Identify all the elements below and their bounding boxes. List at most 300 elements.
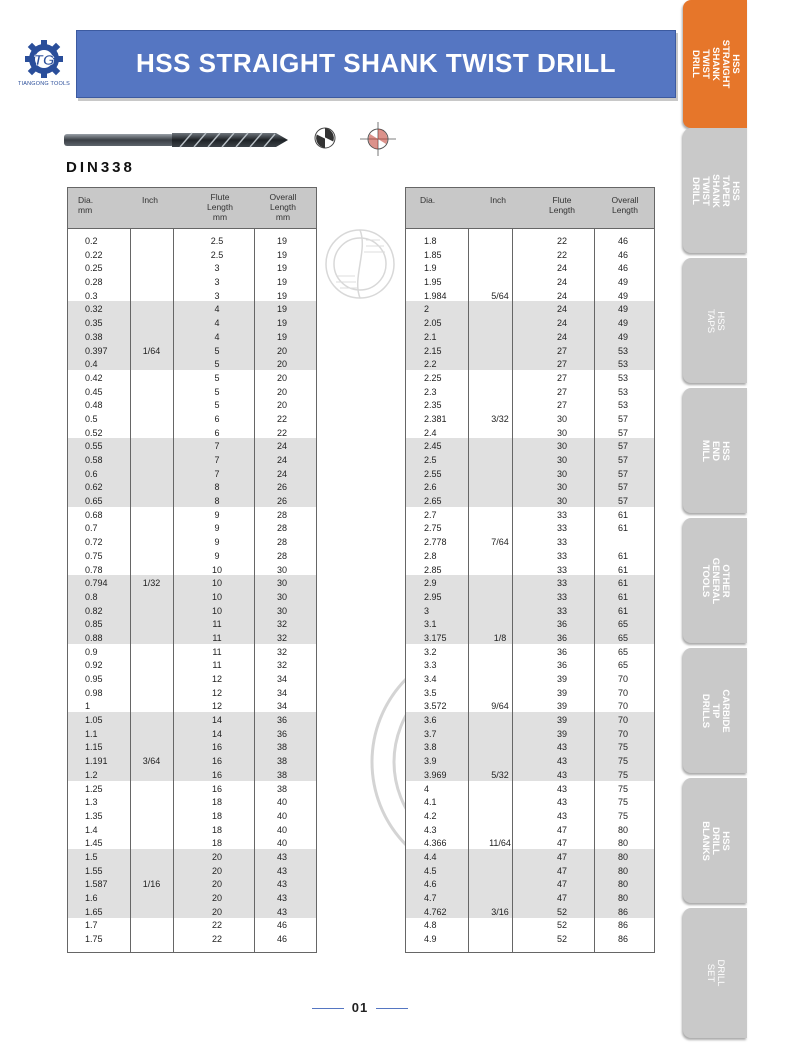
table-cell: 33 bbox=[556, 537, 567, 548]
table-cell: 70 bbox=[617, 701, 628, 712]
table-cell: 61 bbox=[617, 591, 628, 602]
table-cell bbox=[476, 865, 524, 879]
table-cell bbox=[130, 865, 173, 879]
table-cell: 36 bbox=[556, 619, 567, 630]
table-cell: 14 bbox=[211, 728, 222, 739]
table-cell: 1.35 bbox=[85, 810, 103, 821]
header-flute-length: Flute Length bbox=[549, 195, 575, 215]
table-cell: 0.8 bbox=[85, 591, 98, 602]
table-cell: 8 bbox=[214, 496, 220, 507]
table-cell bbox=[476, 728, 524, 742]
table-cell: 0.794 bbox=[85, 578, 108, 589]
table-cell: 57 bbox=[617, 496, 628, 507]
header-inch: Inch bbox=[489, 195, 507, 205]
table-cell: 0.4 bbox=[85, 359, 98, 370]
table-cell bbox=[476, 714, 524, 728]
tab-label: HSS TAPS bbox=[705, 308, 726, 333]
table-cell: 2.15 bbox=[424, 345, 442, 356]
tab-hss-drill-blanks[interactable] bbox=[683, 778, 747, 903]
tab-carbide-tip-drills[interactable] bbox=[683, 648, 747, 773]
table-cell: 33 bbox=[556, 578, 567, 589]
tab-label: OTHER GENERAL TOOLS bbox=[700, 557, 731, 604]
table-cell: 4.8 bbox=[424, 920, 437, 931]
table-cell: 11 bbox=[212, 646, 222, 657]
table-cell: 0.65 bbox=[85, 496, 103, 507]
table-cell: 53 bbox=[617, 386, 628, 397]
table-cell bbox=[130, 509, 173, 523]
table-cell: 0.5 bbox=[85, 413, 98, 424]
table-cell: 49 bbox=[617, 331, 628, 342]
table-cell: 43 bbox=[276, 906, 287, 917]
table-cell: 20 bbox=[211, 906, 222, 917]
table-cell: 75 bbox=[617, 783, 628, 794]
table-cell: 10 bbox=[211, 591, 222, 602]
table-cell: 4.1 bbox=[424, 797, 437, 808]
tab-hss-taps[interactable] bbox=[683, 258, 747, 383]
tab-hss-end-mill[interactable] bbox=[683, 388, 747, 513]
table-cell: 30 bbox=[276, 578, 287, 589]
tab-label: HSS TAPER SHANK TWIST DRILL bbox=[690, 173, 741, 208]
table-cell: 12 bbox=[211, 674, 222, 684]
table-cell bbox=[130, 495, 173, 509]
table-cell: 27 bbox=[556, 359, 567, 370]
table-cell: 39 bbox=[556, 715, 567, 726]
table-cell bbox=[130, 605, 173, 619]
table-cell: 16 bbox=[211, 756, 222, 767]
table-cell: 24 bbox=[556, 304, 567, 315]
table-cell bbox=[130, 837, 173, 851]
table-cell: 28 bbox=[276, 537, 287, 548]
table-cell: 32 bbox=[276, 660, 287, 671]
table-cell: 47 bbox=[556, 838, 567, 849]
table-cell: 43 bbox=[556, 797, 567, 808]
table-cell bbox=[476, 741, 524, 755]
table-cell: 43 bbox=[276, 879, 287, 890]
table-cell: 9/64 bbox=[491, 701, 509, 712]
table-cell bbox=[130, 536, 173, 550]
table-cell: 4.9 bbox=[424, 934, 437, 945]
overall-length-column bbox=[262, 235, 302, 947]
table-cell: 6 bbox=[214, 427, 220, 438]
tab-hss-taper-shank-twist-drill[interactable] bbox=[683, 128, 747, 253]
table-cell: 4 bbox=[214, 304, 220, 315]
table-cell: 38 bbox=[276, 742, 287, 753]
table-cell: 39 bbox=[556, 674, 567, 684]
table-cell: 40 bbox=[276, 824, 287, 835]
table-cell: 0.78 bbox=[85, 564, 103, 575]
table-cell: 33 bbox=[556, 605, 567, 616]
drill-point-icon bbox=[313, 126, 337, 150]
table-cell: 49 bbox=[617, 318, 628, 329]
table-cell: 28 bbox=[276, 550, 287, 561]
table-cell bbox=[130, 303, 173, 317]
table-cell bbox=[130, 618, 173, 632]
table-cell bbox=[130, 550, 173, 564]
table-cell bbox=[476, 919, 524, 933]
table-cell bbox=[130, 687, 173, 701]
table-cell: 2.2 bbox=[424, 359, 437, 370]
table-cell: 4 bbox=[424, 783, 430, 794]
table-cell: 27 bbox=[556, 345, 567, 356]
table-cell: 18 bbox=[211, 797, 222, 808]
table-cell: 0.85 bbox=[85, 619, 103, 630]
table-cell: 27 bbox=[556, 400, 567, 411]
table-cell: 1.4 bbox=[85, 824, 98, 835]
table-cell: 16 bbox=[211, 769, 222, 780]
table-cell bbox=[130, 810, 173, 824]
table-cell: 52 bbox=[556, 934, 567, 945]
table-cell: 3.7 bbox=[424, 728, 437, 739]
table-cell: 1.7 bbox=[85, 920, 98, 931]
table-cell: 3.9 bbox=[424, 756, 437, 767]
table-cell: 33 bbox=[556, 591, 567, 602]
table-cell: 4 bbox=[214, 318, 220, 329]
table-cell bbox=[130, 892, 173, 906]
table-header bbox=[68, 188, 316, 229]
table-cell: 4.762 bbox=[424, 906, 447, 917]
table-cell: 1/32 bbox=[142, 578, 161, 589]
table-cell: 52 bbox=[556, 920, 567, 931]
table-cell: 2.85 bbox=[424, 564, 442, 575]
table-cell bbox=[476, 618, 524, 632]
table-cell: 1.587 bbox=[85, 879, 108, 890]
table-cell: 10 bbox=[211, 578, 222, 589]
table-cell: 0.28 bbox=[85, 277, 103, 288]
table-cell: 36 bbox=[556, 660, 567, 671]
table-cell bbox=[130, 851, 173, 865]
table-cell: 2.1 bbox=[424, 331, 437, 342]
table-cell: 27 bbox=[556, 372, 567, 383]
table-cell bbox=[130, 522, 173, 536]
table-cell bbox=[476, 235, 524, 249]
table-cell: 52 bbox=[556, 906, 567, 917]
table-cell: 5/32 bbox=[491, 769, 509, 780]
table-cell bbox=[130, 673, 173, 687]
table-cell: 30 bbox=[556, 441, 567, 452]
table-cell: 34 bbox=[276, 674, 287, 684]
table-cell: 24 bbox=[276, 455, 287, 465]
table-cell: 47 bbox=[556, 893, 567, 903]
table-cell: 4 bbox=[214, 331, 220, 342]
table-cell bbox=[130, 249, 173, 263]
table-cell bbox=[130, 399, 173, 413]
table-cell: 47 bbox=[556, 879, 567, 890]
table-cell: 61 bbox=[617, 605, 628, 616]
table-cell bbox=[476, 495, 524, 509]
table-cell: 53 bbox=[617, 400, 628, 411]
table-cell: 43 bbox=[556, 769, 567, 780]
table-cell bbox=[130, 933, 173, 947]
tab-label: HSS STRAIGHT SHANK TWIST DRILL bbox=[690, 39, 741, 89]
table-cell: 1.3 bbox=[85, 797, 98, 808]
table-cell: 40 bbox=[276, 797, 287, 808]
table-cell: 0.397 bbox=[85, 345, 108, 356]
table-cell: 11 bbox=[212, 619, 222, 630]
header-overall-length: Overall Length bbox=[611, 195, 639, 215]
table-cell: 24 bbox=[556, 290, 567, 301]
dia-column bbox=[424, 235, 447, 947]
table-cell: 4.3 bbox=[424, 824, 437, 835]
table-cell: 5 bbox=[214, 345, 220, 356]
table-cell: 2.6 bbox=[424, 482, 437, 493]
table-cell: 19 bbox=[276, 263, 287, 274]
column-divider bbox=[173, 228, 174, 952]
table-cell: 0.48 bbox=[85, 400, 103, 411]
company-logo bbox=[14, 38, 74, 92]
column-divider bbox=[254, 228, 255, 952]
table-cell: 9 bbox=[214, 537, 220, 548]
table-cell: 22 bbox=[276, 427, 287, 438]
table-cell: 2.05 bbox=[424, 318, 442, 329]
table-cell: 26 bbox=[276, 482, 287, 493]
table-cell bbox=[130, 591, 173, 605]
table-cell: 53 bbox=[617, 372, 628, 383]
table-cell bbox=[476, 331, 524, 345]
table-cell bbox=[130, 769, 173, 783]
table-cell: 2.9 bbox=[424, 578, 437, 589]
table-cell bbox=[130, 413, 173, 427]
table-cell bbox=[476, 824, 524, 838]
table-cell: 19 bbox=[276, 277, 287, 288]
table-cell bbox=[476, 892, 524, 906]
table-cell: 20 bbox=[276, 345, 287, 356]
table-cell bbox=[130, 919, 173, 933]
table-cell: 2.25 bbox=[424, 372, 442, 383]
tab-label: HSS DRILL BLANKS bbox=[700, 820, 731, 861]
table-cell bbox=[130, 386, 173, 400]
table-cell bbox=[130, 454, 173, 468]
table-cell: 75 bbox=[617, 769, 628, 780]
table-cell: 22 bbox=[211, 920, 222, 931]
table-cell: 33 bbox=[556, 550, 567, 561]
table-cell bbox=[130, 468, 173, 482]
tab-hss-straight-shank-twist-drill[interactable] bbox=[683, 0, 747, 128]
table-cell: 46 bbox=[617, 263, 628, 274]
table-cell: 2.778 bbox=[424, 537, 447, 548]
inch-column bbox=[476, 235, 524, 947]
table-cell: 40 bbox=[276, 810, 287, 821]
table-cell: 1.2 bbox=[85, 769, 98, 780]
table-cell: 9 bbox=[214, 523, 220, 534]
table-cell: 70 bbox=[617, 715, 628, 726]
table-cell bbox=[130, 262, 173, 276]
table-cell: 1/16 bbox=[142, 879, 161, 890]
table-cell: 80 bbox=[617, 824, 628, 835]
table-cell: 20 bbox=[211, 851, 222, 862]
table-cell: 2.3 bbox=[424, 386, 437, 397]
table-cell: 65 bbox=[617, 646, 628, 657]
svg-text:TG: TG bbox=[33, 52, 55, 69]
table-cell: 0.82 bbox=[85, 605, 103, 616]
table-cell: 0.95 bbox=[85, 674, 103, 684]
table-cell bbox=[476, 372, 524, 386]
table-cell: 8 bbox=[214, 482, 220, 493]
table-cell: 1.75 bbox=[85, 934, 103, 945]
table-cell bbox=[476, 687, 524, 701]
table-cell: 2.95 bbox=[424, 591, 442, 602]
table-cell: 46 bbox=[276, 920, 287, 931]
table-cell: 30 bbox=[556, 496, 567, 507]
table-cell: 0.22 bbox=[85, 249, 103, 260]
table-cell: 2.65 bbox=[424, 496, 442, 507]
table-cell: 43 bbox=[276, 851, 287, 862]
table-cell bbox=[130, 290, 173, 304]
table-cell bbox=[476, 358, 524, 372]
tab-label: CARBIDE TIP DRILLS bbox=[700, 688, 731, 733]
table-cell: 1.85 bbox=[424, 249, 442, 260]
table-cell bbox=[476, 933, 524, 947]
table-cell bbox=[476, 550, 524, 564]
table-cell: 28 bbox=[276, 509, 287, 520]
table-cell bbox=[476, 605, 524, 619]
table-cell: 19 bbox=[276, 236, 287, 246]
tab-drill-set[interactable] bbox=[683, 908, 747, 1038]
table-cell: 3.969 bbox=[424, 769, 447, 780]
table-cell bbox=[476, 673, 524, 687]
table-cell bbox=[130, 646, 173, 660]
table-cell bbox=[476, 454, 524, 468]
table-cell: 18 bbox=[211, 824, 222, 835]
table-cell: 20 bbox=[211, 865, 222, 876]
table-cell: 2.55 bbox=[424, 468, 442, 479]
gear-logo-icon bbox=[20, 38, 68, 80]
header-dia: Dia. bbox=[420, 195, 436, 205]
table-cell: 36 bbox=[556, 632, 567, 643]
table-cell: 43 bbox=[276, 865, 287, 876]
table-cell: 1.9 bbox=[424, 263, 437, 274]
standard-label: DIN338 bbox=[66, 159, 135, 176]
table-cell bbox=[476, 440, 524, 454]
table-cell: 19 bbox=[276, 290, 287, 301]
table-cell: 47 bbox=[556, 851, 567, 862]
table-cell bbox=[476, 810, 524, 824]
table-cell: 2.381 bbox=[424, 413, 447, 424]
table-cell: 0.98 bbox=[85, 687, 103, 698]
table-cell bbox=[476, 755, 524, 769]
page-title: HSS STRAIGHT SHANK TWIST DRILL bbox=[135, 48, 617, 78]
table-cell: 0.32 bbox=[85, 304, 103, 315]
drill-cross-section-icon bbox=[360, 122, 396, 156]
table-cell: 0.52 bbox=[85, 427, 103, 438]
table-cell bbox=[130, 632, 173, 646]
table-cell bbox=[476, 851, 524, 865]
table-cell: 12 bbox=[211, 701, 222, 712]
table-cell: 1.15 bbox=[85, 742, 103, 753]
table-cell: 70 bbox=[617, 687, 628, 698]
table-cell: 57 bbox=[617, 455, 628, 465]
table-cell bbox=[130, 564, 173, 578]
table-cell: 4.366 bbox=[424, 838, 447, 849]
table-cell: 5/64 bbox=[491, 290, 509, 301]
table-cell: 65 bbox=[617, 632, 628, 643]
table-cell: 27 bbox=[556, 386, 567, 397]
table-cell: 0.35 bbox=[85, 318, 103, 329]
table-cell bbox=[130, 440, 173, 454]
table-cell: 30 bbox=[556, 427, 567, 438]
table-cell: 11 bbox=[212, 660, 222, 671]
table-cell bbox=[476, 303, 524, 317]
table-cell: 1 bbox=[85, 701, 91, 712]
table-cell: 3.175 bbox=[424, 632, 447, 643]
table-cell bbox=[130, 783, 173, 797]
table-cell: 39 bbox=[556, 728, 567, 739]
flute-length-column bbox=[194, 235, 240, 947]
table-cell: 1.25 bbox=[85, 783, 103, 794]
tab-other-general-tools[interactable] bbox=[683, 518, 747, 643]
table-cell: 24 bbox=[276, 468, 287, 479]
table-cell: 0.58 bbox=[85, 455, 103, 465]
table-cell: 16 bbox=[211, 783, 222, 794]
table-cell: 38 bbox=[276, 783, 287, 794]
footer-rule-right bbox=[376, 1008, 408, 1009]
table-cell: 1.1 bbox=[85, 728, 98, 739]
table-cell: 80 bbox=[617, 851, 628, 862]
table-cell bbox=[130, 714, 173, 728]
table-cell bbox=[476, 427, 524, 441]
table-cell: 24 bbox=[556, 318, 567, 329]
table-cell bbox=[130, 700, 173, 714]
table-cell: 38 bbox=[276, 769, 287, 780]
table-cell: 0.3 bbox=[85, 290, 98, 301]
table-cell: 43 bbox=[276, 893, 287, 903]
table-cell: 30 bbox=[556, 455, 567, 465]
table-cell: 49 bbox=[617, 277, 628, 288]
table-cell: 18 bbox=[211, 810, 222, 821]
table-cell: 57 bbox=[617, 441, 628, 452]
table-cell: 24 bbox=[556, 263, 567, 274]
table-cell: 20 bbox=[276, 400, 287, 411]
table-cell: 57 bbox=[617, 468, 628, 479]
table-cell bbox=[476, 659, 524, 673]
table-cell: 0.7 bbox=[85, 523, 98, 534]
table-cell: 2.75 bbox=[424, 523, 442, 534]
table-cell: 61 bbox=[617, 564, 628, 575]
table-cell: 57 bbox=[617, 413, 628, 424]
table-cell bbox=[476, 276, 524, 290]
table-cell: 32 bbox=[276, 619, 287, 630]
table-cell: 43 bbox=[556, 783, 567, 794]
table-cell: 11/64 bbox=[489, 838, 511, 849]
table-cell: 80 bbox=[617, 838, 628, 849]
table-cell: 33 bbox=[556, 564, 567, 575]
table-cell: 3/32 bbox=[491, 413, 509, 424]
table-cell: 3.1 bbox=[424, 619, 437, 630]
table-cell: 3.572 bbox=[424, 701, 447, 712]
page-footer bbox=[312, 1000, 408, 1016]
table-cell bbox=[476, 317, 524, 331]
table-cell: 46 bbox=[276, 934, 287, 945]
table-cell: 9 bbox=[214, 509, 220, 520]
table-cell: 75 bbox=[617, 810, 628, 821]
table-cell: 7 bbox=[214, 455, 220, 465]
table-cell: 1.8 bbox=[424, 236, 437, 246]
table-cell bbox=[130, 235, 173, 249]
table-cell: 86 bbox=[617, 906, 628, 917]
table-cell: 33 bbox=[556, 509, 567, 520]
table-cell: 10 bbox=[211, 605, 222, 616]
table-cell: 16 bbox=[211, 742, 222, 753]
table-cell: 61 bbox=[617, 523, 628, 534]
flute-length-column bbox=[540, 235, 584, 947]
table-cell: 30 bbox=[556, 468, 567, 479]
table-cell bbox=[476, 564, 524, 578]
table-cell: 1.05 bbox=[85, 715, 103, 726]
table-cell: 70 bbox=[617, 674, 628, 684]
table-cell: 22 bbox=[556, 236, 567, 246]
inch-column bbox=[130, 235, 173, 947]
table-cell: 30 bbox=[276, 605, 287, 616]
table-cell: 86 bbox=[617, 920, 628, 931]
